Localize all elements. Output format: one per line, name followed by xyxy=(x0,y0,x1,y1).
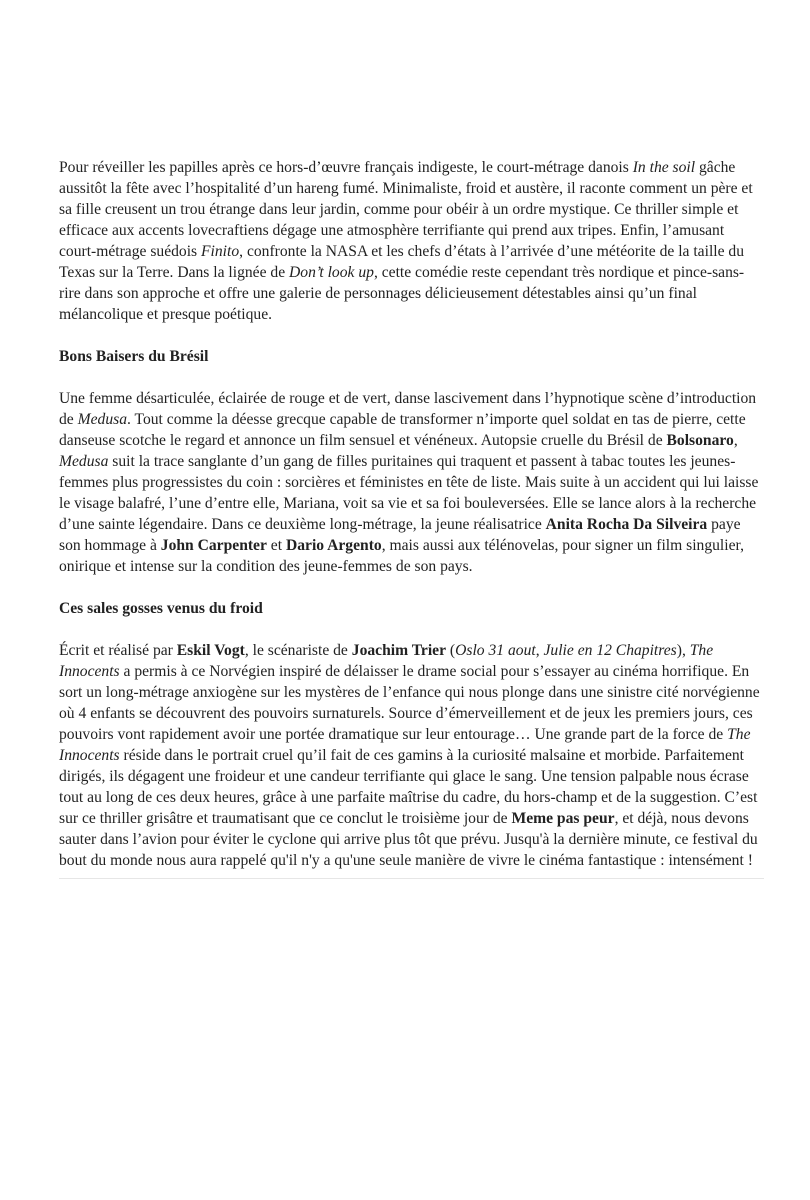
text-run: , xyxy=(733,432,738,449)
text-run: Une femme désarticulée, éclairée de rouge et de vert, danse lascivement dans l’hypnotique scène d’introduction de xyxy=(59,390,757,428)
text-run: ( xyxy=(446,642,456,659)
festival-name-meme-pas-peur: Meme pas peur xyxy=(511,810,615,827)
film-title-julie: Julie en 12 Chapitres xyxy=(543,642,677,659)
film-title-oslo: Oslo 31 aout xyxy=(455,642,536,659)
film-title-the-innocents: The Innocents xyxy=(59,726,751,764)
article-body xyxy=(59,157,764,871)
section-heading-bresil: Bons Baisers du Brésil xyxy=(59,348,209,365)
text-run: , xyxy=(535,642,544,659)
section-heading-froid: Ces sales gosses venus du froid xyxy=(59,600,263,617)
text-run: , et déjà, nous devons sauter dans l’avion pour éviter le cyclone qui arrive plus tôt que prévu. Jusqu'à la dernière minute, ce festival du bout du monde nous aura rappelé qu'il n'y a qu'une seule manière de vivre le cinéma fantastique : intensément ! xyxy=(59,810,758,869)
text-run: réside dans le portrait cruel qu’il fait de ces gamins à la curiosité malsaine et morbide. Parfaitement dirigés, ils dégagent une froideur et une candeur terrifiante qui glace le sang. Une tension palpable nous écrase tout au long de ces deux heures, grâce à une parfaite maîtrise du cadre, du hors-champ et de la suggestion. C’est sur ce thriller grisâtre et traumatisant que ce conclut le troisième jour de xyxy=(59,747,758,827)
text-run: paye son hommage à xyxy=(59,516,741,554)
text-run: ), xyxy=(676,642,690,659)
text-run: , confronte la NASA et les chefs d’états à l’arrivée d’une météorite de la taille du Texas sur la Terre. Dans la lignée de xyxy=(59,243,745,281)
paragraph-innocents xyxy=(59,640,764,871)
text-run: et xyxy=(266,537,286,554)
film-title-in-the-soil: In the soil xyxy=(632,159,696,176)
name-john-carpenter: John Carpenter xyxy=(160,537,267,554)
text-run: gâche aussitôt la fête avec l’hospitalité d’un hareng fumé. Minimaliste, froid et austère, il raconte comment un père et sa fille creusent un trou étrange dans leur jardin, comme pour obéir à un ordre mystique. Ce thriller simple et efficace aux accents lovecraftiens dégage une atmosphère terrifiante qui prend aux tripes. Enfin, l’amusant court-métrage suédois xyxy=(59,159,753,260)
name-joachim-trier: Joachim Trier xyxy=(351,642,447,659)
text-run: , mais aussi aux télénovelas, pour signer un film singulier, onirique et intense sur la condition des jeune-femmes de son pays. xyxy=(59,537,744,575)
film-title-medusa: Medusa xyxy=(59,453,109,470)
text-run: suit la trace sanglante d’un gang de filles puritaines qui traquent et passent à tabac toutes les jeunes-femmes plus progressistes du coin : sorcières et féministes en tête de liste. Mais suite à un accident qui lui laisse le visage balafré, l’une d’entre elle, Mariana, voit sa vie et sa foi bouleversées. Elle se lance alors à la recherche d’une sainte légendaire. Dans ce deuxième long-métrage, la jeune réalisatrice xyxy=(59,453,759,533)
name-bolsonaro: Bolsonaro xyxy=(666,432,734,449)
film-title-the-innocents: The Innocents xyxy=(59,642,714,680)
name-dario-argento: Dario Argento xyxy=(285,537,382,554)
paragraph-short-films xyxy=(59,157,764,325)
text-run: , le scénariste de xyxy=(244,642,352,659)
text-run: . Tout comme la déesse grecque capable de transformer n’importe quel soldat en tas de pierre, cette danseuse scotche le regard et annonce un film sensuel et vénéneux. Autopsie cruelle du Brésil de xyxy=(59,411,746,449)
name-anita-rocha-da-silveira: Anita Rocha Da Silveira xyxy=(545,516,708,533)
text-run: Écrit et réalisé par xyxy=(59,642,177,659)
film-title-finito: Finito xyxy=(201,243,240,260)
film-title-dont-look-up: Don’t look up xyxy=(289,264,374,281)
film-title-medusa: Medusa xyxy=(77,411,127,428)
name-eskil-vogt: Eskil Vogt xyxy=(176,642,245,659)
text-run: , cette comédie reste cependant très nordique et pince-sans-rire dans son approche et offre une galerie de personnages délicieusement détestables ainsi qu’un final mélancolique et presque poétique. xyxy=(59,264,745,323)
paragraph-medusa xyxy=(59,388,764,577)
text-run: a permis à ce Norvégien inspiré de délaisser le drame social pour s’essayer au cinéma horrifique. En sort un long-métrage anxiogène sur les mystères de l’enfance qui nous plonge dans une sinistre cité norvégienne où 4 enfants se découvrent des pouvoirs surnaturels. Source d’émerveillement et de jeux les premiers jours, ces pouvoirs vont rapidement avoir une portée dramatique sur leur entourage… Une grande part de la force de xyxy=(59,663,760,743)
text-run: Pour réveiller les papilles après ce hors-d’œuvre français indigeste, le court-métrage danois xyxy=(59,159,633,176)
divider xyxy=(59,878,764,879)
